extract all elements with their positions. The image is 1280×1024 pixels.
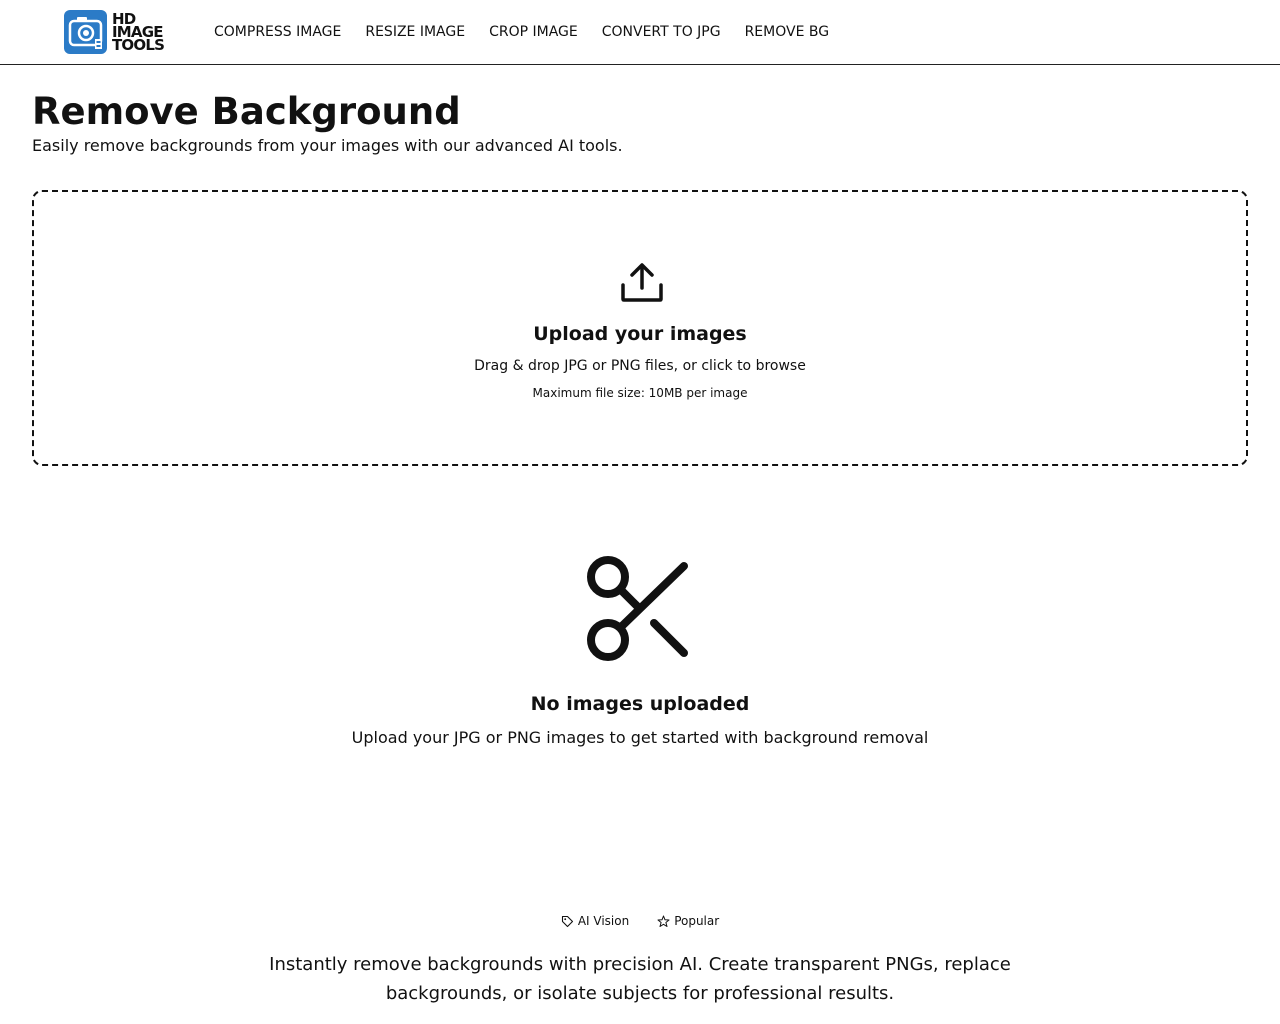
nav-compress-image[interactable]: COMPRESS IMAGE: [214, 24, 342, 40]
logo-wordmark: [112, 9, 165, 54]
site-logo[interactable]: [64, 9, 166, 55]
dropzone-hint: Drag & drop JPG or PNG files, or click to browse: [474, 358, 806, 374]
dropzone-title: Upload your images: [533, 323, 747, 345]
upload-dropzone[interactable]: [32, 190, 1248, 466]
main-nav: [214, 22, 853, 42]
camera-icon: [64, 10, 107, 54]
empty-state-title: No images uploaded: [530, 693, 750, 715]
upload-icon: [620, 260, 664, 304]
nav-convert-to-jpg[interactable]: CONVERT TO JPG: [601, 24, 721, 40]
dropzone-limit: Maximum file size: 10MB per image: [532, 386, 748, 400]
star-icon: [657, 915, 670, 928]
nav-crop-image[interactable]: CROP IMAGE: [489, 24, 578, 40]
page-title: Remove Background: [32, 90, 461, 133]
tag-label: AI Vision: [577, 914, 630, 928]
tag-ai-vision: [561, 912, 629, 930]
site-header: [0, 0, 1280, 65]
empty-state-text: Upload your JPG or PNG images to get started with background removal: [351, 728, 929, 747]
feature-tags: [0, 912, 1280, 930]
tag-popular: [657, 912, 719, 930]
page-subtitle: Easily remove backgrounds from your images with our advanced AI tools.: [32, 136, 623, 155]
logo-line-3: TOOLS: [112, 35, 165, 54]
feature-tagline: Instantly remove backgrounds with precision AI. Create transparent PNGs, replace backgrounds, or isolate subjects for professional results.: [269, 954, 1011, 1004]
nav-resize-image[interactable]: RESIZE IMAGE: [365, 24, 466, 40]
tag-label: Popular: [674, 914, 720, 928]
logo-line-2: IMAGE: [112, 22, 163, 41]
logo-line-1: HD: [112, 9, 136, 28]
scissors-icon: [583, 550, 695, 666]
tag-icon: [561, 915, 574, 928]
nav-remove-bg[interactable]: REMOVE BG: [744, 24, 830, 40]
